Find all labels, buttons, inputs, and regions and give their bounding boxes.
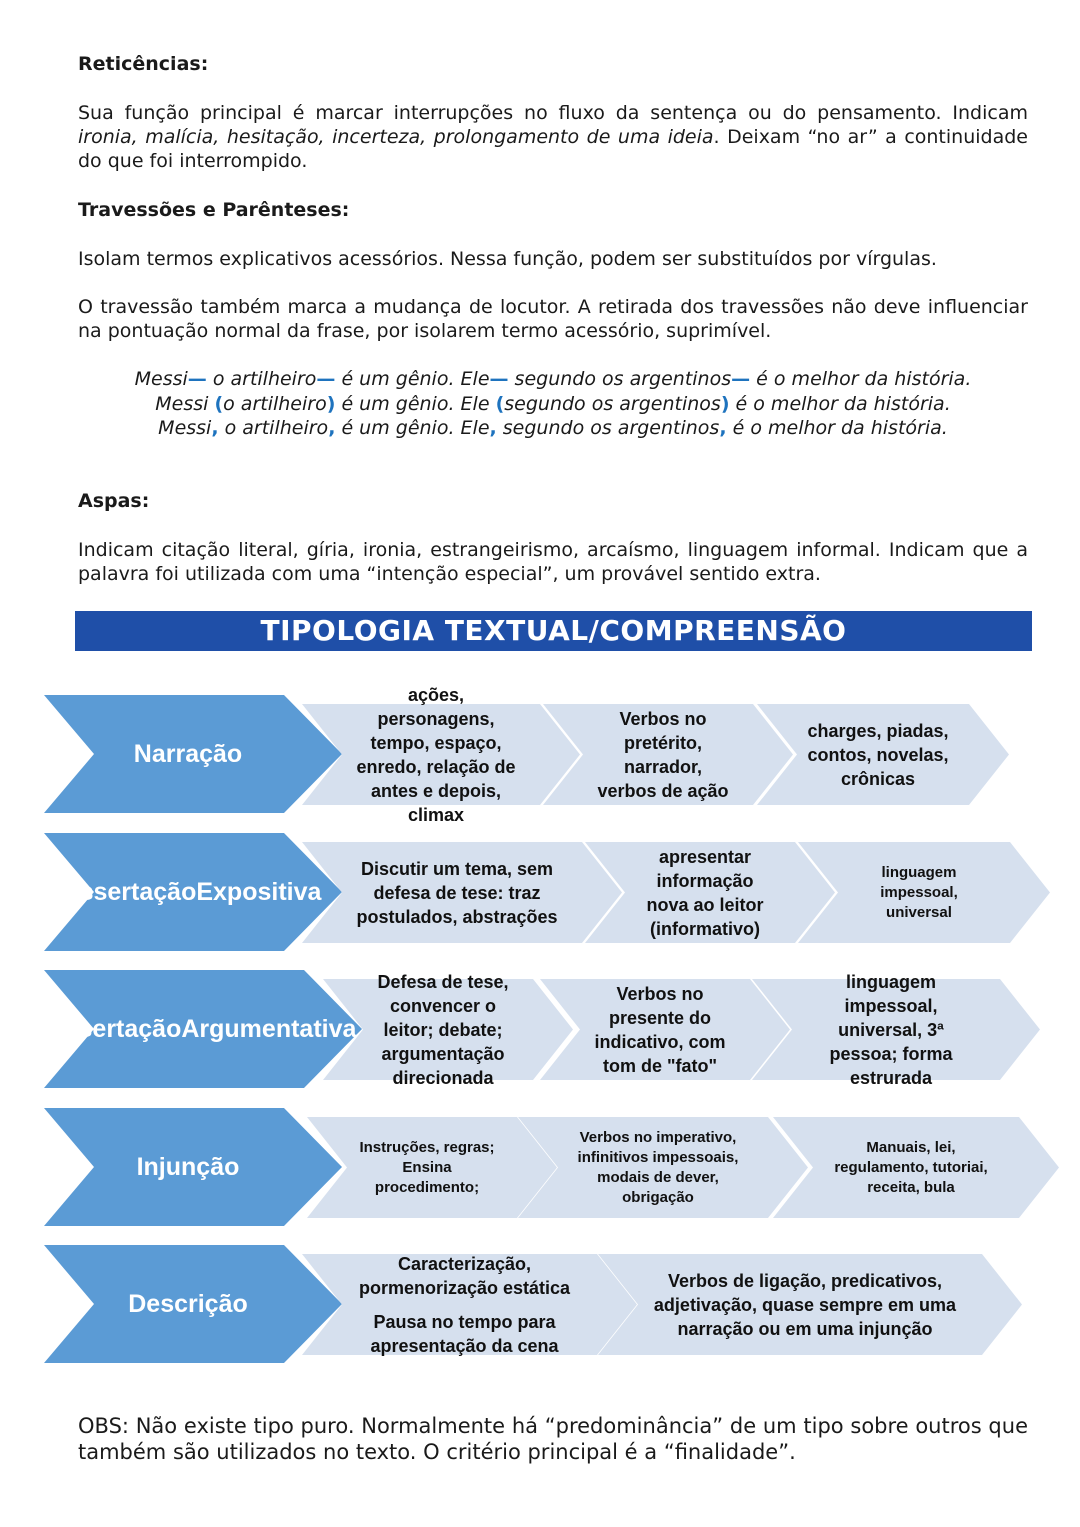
type-label: Injunção: [136, 1153, 240, 1181]
punctuation-mark: ,: [211, 417, 219, 439]
feature-text: Discutir um tema, sem defesa de tese: traz postulados, abstrações: [356, 858, 558, 927]
sentence-fragment: é um gênio. Ele: [335, 368, 490, 390]
sentence-fragment: Messi: [158, 417, 212, 439]
feature-text: Verbos de ligação, predicativos, adjetivação, quase sempre em uma narração ou em uma injunção: [653, 1270, 957, 1339]
punctuation-mark: —: [316, 368, 336, 390]
sentence-fragment: é o melhor da história.: [726, 417, 948, 439]
heading-aspas: Aspas:: [78, 490, 150, 512]
sentence-fragment: é um gênio. Ele: [335, 417, 490, 439]
feature-text: Manuais, lei, regulamento, tutoriai, receita, bula: [834, 1138, 988, 1196]
feature-text: Caracterização, pormenorização estática Pausa no tempo para apresentação da cena: [358, 1253, 571, 1356]
type-label: Narração: [133, 740, 243, 768]
punctuation-mark: ,: [328, 417, 336, 439]
sentence-fragment: Messi: [134, 368, 188, 390]
heading-reticencias: Reticências:: [78, 53, 209, 75]
paragraph-aspas: Indicam citação literal, gíria, ironia, estrangeirismo, arcaísmo, linguagem informal. Indicam que a palavra foi utilizada com uma “intenção especial”, um provável sentido extra.: [78, 539, 1028, 585]
feature-text: charges, piadas, contos, novelas, crônicas: [807, 720, 949, 789]
type-label: Descrição: [128, 1290, 248, 1318]
feature-text: Verbos no presente do indicativo, com tom de "fato": [594, 983, 726, 1076]
punctuation-mark: —: [489, 368, 509, 390]
punctuation-mark: (: [495, 392, 505, 415]
paragraph-travessoes-1: Isolam termos explicativos acessórios. Nessa função, podem ser substituídos por vírgulas.: [78, 248, 937, 270]
sentence-fragment: é o melhor da história.: [750, 368, 972, 390]
sentence-fragment: o artilheiro: [218, 417, 329, 439]
punctuation-mark: ): [720, 392, 730, 415]
feature-text: Defesa de tese, convencer o leitor; debate; argumentação direcionada: [377, 971, 509, 1088]
paragraph-travessoes-2: O travessão também marca a mudança de locutor. A retirada dos travessões não deve influenciar na pontuação normal da frase, por isolarem termo acessório, suprimível.: [78, 296, 1028, 342]
type-label: DissertaçãoArgumentativa: [39, 1015, 357, 1043]
feature-text: ações, personagens, tempo, espaço, enredo, relação de antes e depois, climax: [356, 684, 516, 825]
reticencias-text-2: . Deixam “no ar” a continuidade do que foi interrompido.: [78, 126, 1028, 172]
feature-text: linguagem impessoal, universal, 3ª pessoa; forma estrurada: [829, 971, 953, 1088]
sentence-fragment: Messi: [155, 392, 215, 415]
obs-note: OBS: Não existe tipo puro. Normalmente há “predominância” de um tipo sobre outros que também são utilizados no texto. O critério principal é a “finalidade”.: [78, 1414, 1028, 1464]
heading-travessoes: Travessões e Parênteses:: [78, 199, 350, 221]
punctuation-mark: (: [214, 392, 224, 415]
reticencias-text-1: Sua função principal é marcar interrupções no fluxo da sentença ou do pensamento. Indicam: [78, 102, 1028, 124]
sentence-fragment: o artilheiro: [206, 368, 317, 390]
sentence-fragment: segundo os argentinos: [504, 392, 721, 415]
punctuation-mark: ,: [489, 417, 497, 439]
sentence-fragment: segundo os argentinos: [496, 417, 720, 439]
reticencias-italic: ironia, malícia, hesitação, incerteza, prolongamento de uma ideia: [78, 126, 714, 148]
sentence-fragment: segundo os argentinos: [508, 368, 732, 390]
feature-text: Verbos no pretérito, narrador, verbos de ação: [597, 708, 729, 801]
punctuation-mark: —: [731, 368, 751, 390]
punctuation-mark: —: [187, 368, 207, 390]
punctuation-mark: ,: [719, 417, 727, 439]
sentence-fragment: é o melhor da história.: [729, 392, 951, 415]
type-label: DissertaçãoExpositiva: [54, 878, 322, 906]
sentence-fragment: é um gênio. Ele: [335, 392, 496, 415]
sentence-fragment: o artilheiro: [223, 392, 327, 415]
feature-text: linguagem impessoal, universal: [880, 863, 958, 921]
feature-text: apresentar informação nova ao leitor (informativo): [646, 846, 764, 939]
feature-text: Verbos no imperativo, infinitivos impessoais, modais de dever, obrigação: [577, 1128, 739, 1206]
punctuation-mark: ): [326, 392, 336, 415]
section-banner: TIPOLOGIA TEXTUAL/COMPREENSÃO: [75, 611, 1032, 651]
feature-text: Instruções, regras; Ensina procedimento;: [359, 1138, 495, 1196]
